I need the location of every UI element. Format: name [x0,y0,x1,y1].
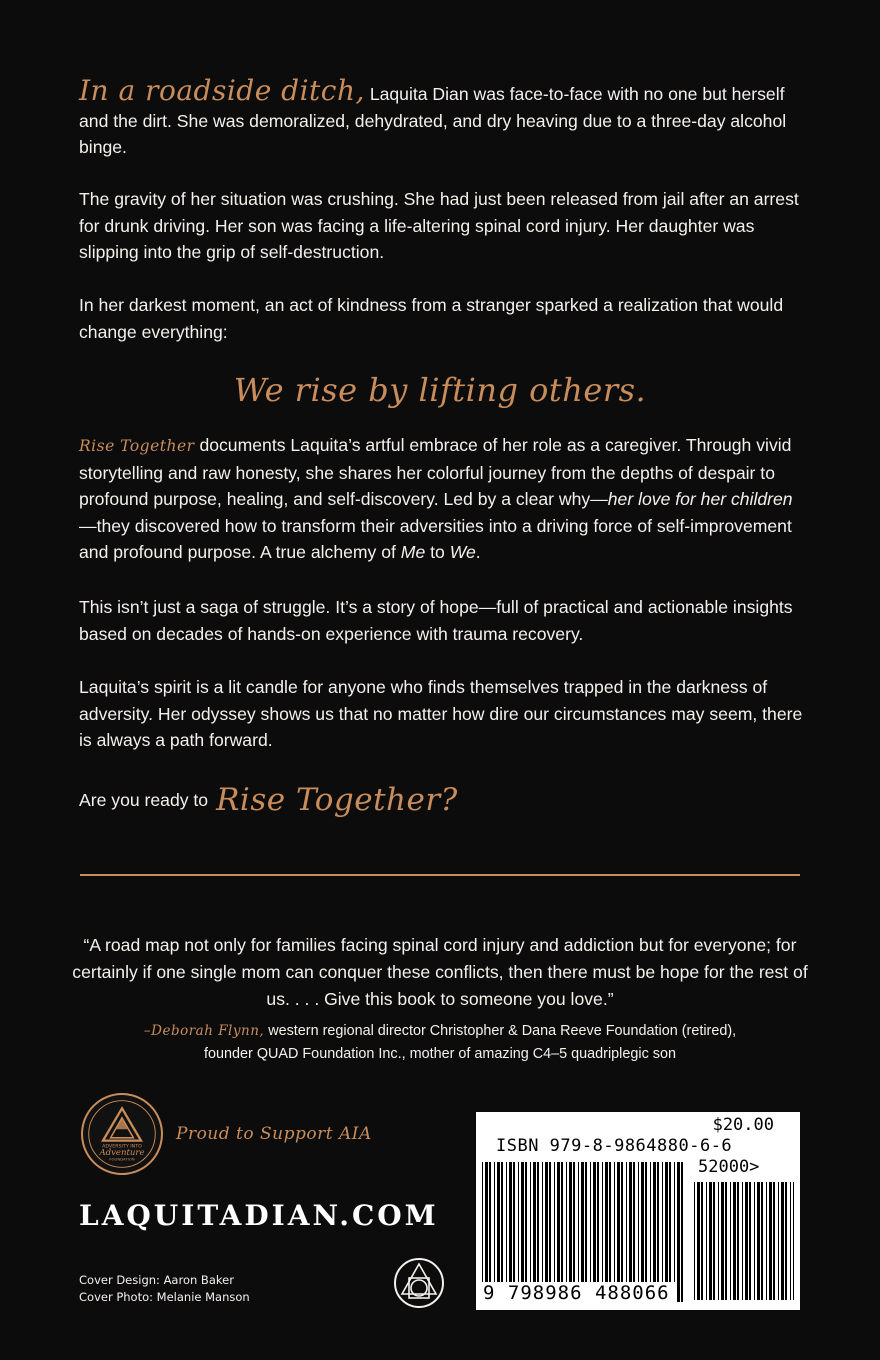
barcode-bar [713,1182,715,1300]
barcode-bar [709,1182,712,1300]
barcode-bar [701,1182,703,1300]
intro-paragraph [79,74,803,161]
cover-credits [79,1272,250,1306]
barcode-bar [718,1182,719,1300]
barcode-bar [669,1162,671,1302]
credit-photo: Cover Photo: Melanie Manson [79,1290,250,1304]
realization-text: In her darkest moment, an act of kindness from a stranger sparked a realization that would change everything: [79,295,784,342]
price-label: $20.00 [712,1115,774,1135]
summary-italic-we: We [449,542,476,563]
summary-italic-me: Me [400,542,426,563]
divider-rule [80,874,800,876]
barcode-bar [530,1162,531,1302]
barcode-bar [501,1162,503,1302]
barcode-bar [773,1182,775,1300]
addon-barcode-bars [694,1182,794,1300]
book-summary-paragraph [79,432,803,566]
spirit-paragraph [79,674,803,754]
summary-italic-love: her love for her children [607,489,793,510]
ean-barcode-bars [482,1162,686,1302]
barcode-bar [494,1162,495,1302]
endorser-title-line2: founder QUAD Foundation Inc., mother of amazing C4–5 quadriplegic son [204,1046,676,1062]
closing-script: Rise Together? [216,782,458,818]
barcode-bar [585,1162,587,1302]
barcode-bar [537,1162,539,1302]
barcode-bar [737,1182,739,1300]
summary-text-end: . [475,542,481,563]
hope-text: This isn’t just a saga of struggle. It’s a story of hope—full of practical and actionable insights based on decades of hands-on experience with trauma recovery. [79,597,793,644]
barcode-bar [769,1182,772,1300]
barcode-bar [778,1182,779,1300]
endorsement-attribution [40,1020,840,1066]
barcode-bar [561,1162,563,1302]
barcode-bar [590,1162,591,1302]
barcode-bar [721,1182,724,1300]
spirit-text: Laquita’s spirit is a lit candle for anyone who finds themselves trapped in the darkness of adversity. Her odyssey shows us that no matter how dire our circumstances may seem, there is always a path forward. [79,677,803,751]
barcode-bar [545,1162,548,1302]
publisher-logo-icon [392,1256,446,1310]
barcode-bar [602,1162,603,1302]
foundation-seal [81,1093,163,1175]
triangle-icon [83,1095,161,1173]
barcode-bar [793,1182,794,1300]
barcode-bar [633,1162,635,1302]
barcode-bar [745,1182,748,1300]
barcode-bar [506,1162,507,1302]
seal-bottom-text: FOUNDATION [109,1156,135,1162]
hope-paragraph [79,594,803,647]
barcode-bar [525,1162,527,1302]
barcode-bar [766,1182,767,1300]
barcode-bar [785,1182,787,1300]
barcode-bar [749,1182,751,1300]
isbn-barcode [476,1112,800,1310]
isbn-label: ISBN 979-8-9864880-6-6 [496,1136,733,1156]
barcode-bar [674,1162,675,1302]
summary-text-to: to [430,542,445,563]
barcode-bar [694,1182,695,1300]
support-text: Proud to Support AIA [176,1124,372,1144]
barcode-bar [513,1162,515,1302]
credit-design: Cover Design: Aaron Baker [79,1273,234,1287]
barcode-bar [497,1162,500,1302]
barcode-bar [742,1182,743,1300]
barcode-bar [614,1162,615,1302]
barcode-bar [641,1162,644,1302]
closing-text: Are you ready to [79,789,209,810]
barcode-bar [757,1182,760,1300]
realization-paragraph [79,292,803,345]
seal-script-text: Adventure [99,1147,145,1158]
barcode-bar [593,1162,596,1302]
situation-paragraph [79,186,803,266]
summary-text-b: —they discovered how to transform their adversities into a driving force of self-improvement and profound purpose. A true alchemy of [79,515,792,563]
barcode-bar [665,1162,668,1302]
barcode-bar [681,1162,683,1302]
barcode-bar [509,1162,512,1302]
barcode-bar [554,1162,555,1302]
barcode-bar [677,1162,680,1302]
barcode-bar [730,1182,731,1300]
barcode-bar [653,1162,656,1302]
summary-text-a: documents Laquita’s artful embrace of her role as a caregiver. Through vivid storytelling and raw honesty, she shares her colorful journey from the depths of despair to profound purpose, healing, and self-discovery. Led by a clear why— [79,435,792,510]
barcode-bar [581,1162,584,1302]
barcode-bar [566,1162,567,1302]
barcode-bar [697,1182,700,1300]
tagline: We rise by lifting others. [233,371,647,409]
barcode-bar [629,1162,632,1302]
barcode-bar [617,1162,620,1302]
barcode-bar [725,1182,727,1300]
barcode-bar [706,1182,707,1300]
barcode-bar [609,1162,611,1302]
barcode-bar [521,1162,524,1302]
barcode-bar [790,1182,791,1300]
endorser-title-line1: western regional director Christopher & Dana Reeve Foundation (retired), [268,1023,737,1039]
barcode-bar [733,1182,736,1300]
situation-text: The gravity of her situation was crushing. She had just been released from jail after an arrest for drunk driving. Her son was facing a life-altering spinal cord injury. Her daughter was slipping into the grip of self-destruction. [79,189,799,263]
barcode-bar [657,1162,659,1302]
barcode-bar [533,1162,536,1302]
endorsement-quote: “A road map not only for families facing spinal cord injury and addiction but for everyone; for certainly if one single mom can conquer these conflicts, then there must be hope for the rest of us. . . . Give this book to someone you love.” [72,935,808,1009]
barcode-bar [605,1162,608,1302]
website-link[interactable]: LAQUITADIAN.COM [79,1199,439,1232]
barcode-bar [485,1162,488,1302]
barcode-bar [573,1162,575,1302]
barcode-bar [650,1162,651,1302]
barcode-bar [597,1162,599,1302]
barcode-bar [754,1182,755,1300]
barcode-bar [489,1162,491,1302]
book-title-script: Rise Together [79,437,195,455]
barcode-bar [482,1162,483,1302]
barcode-bar [549,1162,551,1302]
barcode-bar [557,1162,560,1302]
barcode-bar [781,1182,784,1300]
barcode-bar [626,1162,627,1302]
barcode-bar [542,1162,543,1302]
barcode-bar [621,1162,623,1302]
barcode-bar [578,1162,579,1302]
closing-line [79,780,803,820]
endorser-name: –Deborah Flynn, [143,1023,265,1039]
addon-code: 52000> [698,1157,760,1177]
intro-lead-script: In a roadside ditch, [79,74,365,107]
barcode-bar [645,1162,647,1302]
barcode-bar [518,1162,519,1302]
intro-text: Laquita Dian was face-to-face with no one but herself and the dirt. She was demoralized, dehydrated, and dry heaving due to a three-day alcohol binge. [79,84,787,158]
barcode-bar [761,1182,763,1300]
seal-top-text: ADVERSITY INTO [102,1144,142,1150]
barcode-bar [662,1162,663,1302]
ean-digits: 9 798986 488066 [478,1282,675,1304]
barcode-bar [569,1162,572,1302]
barcode-bar [638,1162,639,1302]
